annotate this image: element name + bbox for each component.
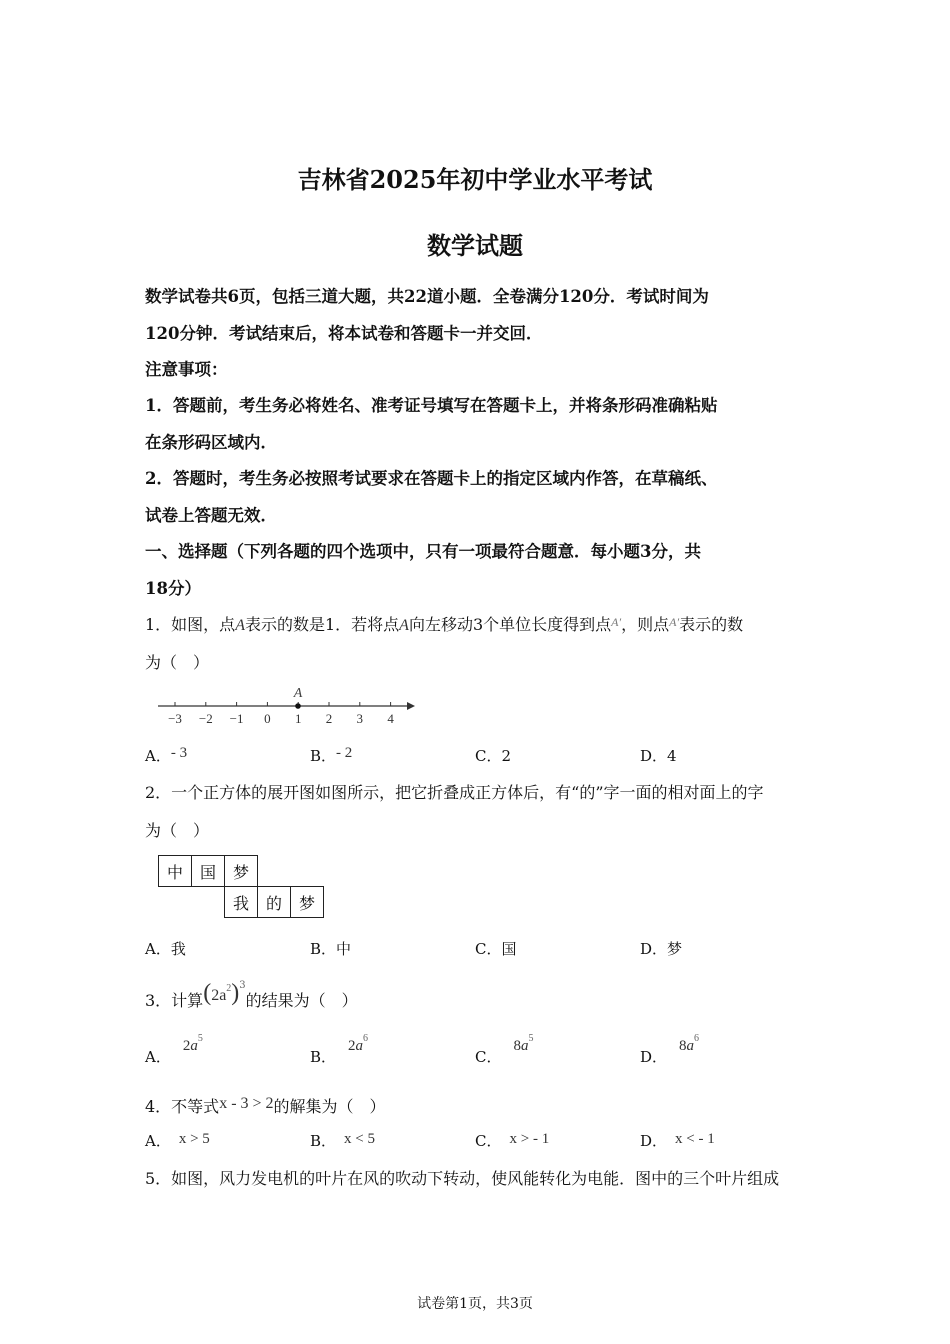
coef: 2 bbox=[182, 1038, 191, 1054]
q1-text-part: 1．如图，点 bbox=[145, 615, 236, 634]
notice-item-2a: 2．答题时，考生务必按照考试要求在答题卡上的指定区域内作答，在草稿纸、 bbox=[145, 469, 718, 488]
q3-option-a[interactable] bbox=[145, 1033, 203, 1067]
q1-text-part: ，则点 bbox=[621, 615, 670, 634]
q3-suffix: 的结果为（ ） bbox=[245, 991, 358, 1010]
option-label: C． bbox=[475, 1132, 502, 1150]
option-label: A． bbox=[145, 1048, 171, 1066]
number-line-arrow bbox=[407, 702, 415, 710]
q3-paren-close: ) bbox=[231, 980, 240, 1006]
net-cell: 国 bbox=[192, 856, 225, 887]
option-value: 梦 bbox=[667, 940, 683, 958]
point-a-dot bbox=[295, 703, 301, 709]
option-label: B． bbox=[310, 747, 337, 765]
section1-heading-b: 18分） bbox=[145, 579, 201, 598]
number-line-tick-label: 1 bbox=[294, 711, 302, 726]
point-a-label: A bbox=[293, 686, 303, 701]
option-label: C． bbox=[475, 940, 502, 958]
exam-title: 吉林省2025年初中学业水平考试 bbox=[297, 165, 653, 194]
q4-option-a[interactable] bbox=[145, 1130, 210, 1151]
q3-inner-exponent: 2 bbox=[226, 983, 232, 994]
exam-subtitle: 数学试题 bbox=[427, 231, 523, 260]
q5-text-line-1: 5．如图，风力发电机的叶片在风的吹动下转动，使风能转化为电能．图中的三个叶片组成 bbox=[145, 1169, 780, 1188]
option-value: 国 bbox=[501, 940, 517, 958]
q1-var-a-prime: A′ bbox=[611, 615, 622, 629]
net-cell: 梦 bbox=[291, 887, 324, 918]
number-line-tick-label: −3 bbox=[168, 711, 182, 726]
intro-line-1: 数学试卷共6页，包括三道大题，共22道小题．全卷满分120分．考试时间为 bbox=[145, 287, 709, 306]
q2-text-line-2: 为（ ） bbox=[145, 821, 210, 840]
q1-text-part: 表示的数 bbox=[679, 615, 744, 634]
var: a bbox=[355, 1038, 364, 1054]
var: a bbox=[520, 1038, 529, 1054]
q2-option-a[interactable] bbox=[145, 938, 186, 959]
option-label: D． bbox=[640, 940, 668, 958]
option-label: C． bbox=[475, 1048, 502, 1066]
number-line-tick-label: −1 bbox=[229, 711, 244, 726]
net-empty-cell bbox=[192, 887, 225, 918]
notice-item-1a: 1．答题前，考生务必将姓名、准考证号填写在答题卡上，并将条形码准确粘贴 bbox=[145, 396, 718, 415]
net-empty-cell bbox=[258, 856, 291, 887]
var: a bbox=[190, 1038, 198, 1054]
number-line-tick-label: 4 bbox=[387, 711, 394, 726]
coef: 8 bbox=[513, 1038, 521, 1054]
q4-option-b[interactable] bbox=[310, 1130, 375, 1151]
q1-option-b[interactable] bbox=[310, 745, 352, 766]
option-label: B． bbox=[310, 1048, 337, 1066]
q1-var-a: A bbox=[235, 617, 245, 634]
option-label: D． bbox=[640, 1132, 668, 1150]
q3-option-d[interactable] bbox=[640, 1033, 700, 1067]
option-label: C． bbox=[475, 747, 502, 765]
page-footer: 试卷第1页，共3页 bbox=[417, 1296, 533, 1312]
q4-prefix: 4．不等式 bbox=[145, 1097, 220, 1116]
q1-number-line bbox=[155, 680, 420, 730]
q3-outer-exponent: 3 bbox=[239, 980, 246, 991]
net-cell: 的 bbox=[258, 887, 291, 918]
q1-text bbox=[145, 612, 810, 635]
q3-paren-open: ( bbox=[203, 980, 212, 1006]
number-line-tick-label: 2 bbox=[325, 711, 333, 726]
coef: 2 bbox=[348, 1038, 356, 1054]
net-cell: 中 bbox=[159, 856, 192, 887]
notice-item-1b: 在条形码区域内． bbox=[145, 433, 277, 452]
q2-cube-net bbox=[158, 855, 324, 918]
q2-option-d[interactable] bbox=[640, 938, 682, 959]
q4-inequality: x - 3 > 2 bbox=[219, 1095, 274, 1112]
q3-expr-base: 2a bbox=[211, 987, 227, 1004]
q4-option-d[interactable] bbox=[640, 1130, 715, 1151]
q4-suffix: 的解集为（ ） bbox=[273, 1097, 386, 1116]
option-label: A． bbox=[145, 747, 171, 765]
q3-text bbox=[145, 980, 810, 1013]
var: a bbox=[686, 1038, 695, 1054]
notice-heading: 注意事项： bbox=[145, 360, 228, 379]
q1-text-line-2: 为（ ） bbox=[145, 653, 210, 672]
q1-text-part: 表示的数是1．若将点 bbox=[244, 615, 400, 634]
option-value: x < - 1 bbox=[675, 1131, 715, 1147]
option-label: B． bbox=[310, 940, 337, 958]
coef: 8 bbox=[679, 1038, 687, 1054]
net-empty-cell bbox=[159, 887, 192, 918]
option-label: A． bbox=[145, 1132, 171, 1150]
q3-expr bbox=[211, 983, 232, 1004]
q3-prefix: 3．计算 bbox=[145, 991, 204, 1010]
q1-text-part: 向左移动3个单位长度得到点 bbox=[408, 615, 612, 634]
option-value: 2 bbox=[501, 747, 512, 765]
exp: 6 bbox=[363, 1033, 369, 1044]
option-value: 中 bbox=[336, 940, 352, 958]
q3-option-b[interactable] bbox=[310, 1033, 369, 1067]
q2-option-b[interactable] bbox=[310, 938, 351, 959]
option-value: x < 5 bbox=[344, 1131, 375, 1147]
q2-option-c[interactable] bbox=[475, 938, 517, 959]
number-line-tick-label: −2 bbox=[198, 711, 213, 726]
option-label: A． bbox=[145, 940, 171, 958]
exp: 6 bbox=[694, 1033, 700, 1044]
option-label: D． bbox=[640, 1048, 668, 1066]
net-cell: 梦 bbox=[225, 856, 258, 887]
option-value bbox=[182, 1033, 203, 1054]
q2-text-line-1: 2．一个正方体的展开图如图所示，把它折叠成正方体后，有“的”字一面的相对面上的字 bbox=[145, 783, 764, 802]
q1-var-a-prime: A′ bbox=[669, 615, 680, 629]
option-value bbox=[348, 1033, 369, 1054]
q4-text bbox=[145, 1094, 810, 1117]
option-value bbox=[679, 1033, 700, 1054]
notice-item-2b: 试卷上答题无效． bbox=[145, 506, 277, 525]
net-cell: 我 bbox=[225, 887, 258, 918]
q3-option-c[interactable] bbox=[475, 1033, 534, 1067]
option-value: - 2 bbox=[336, 745, 353, 761]
q1-option-a[interactable] bbox=[145, 745, 187, 766]
q4-option-c[interactable] bbox=[475, 1130, 549, 1151]
intro-line-2: 120分钟．考试结束后，将本试卷和答题卡一并交回． bbox=[145, 324, 543, 343]
number-line-tick-label: 0 bbox=[264, 711, 271, 726]
net-empty-cell bbox=[291, 856, 324, 887]
option-value: x > 5 bbox=[178, 1131, 210, 1147]
number-line-tick-label: 3 bbox=[356, 711, 364, 726]
q1-option-d[interactable] bbox=[640, 745, 677, 766]
option-value bbox=[513, 1033, 534, 1054]
exp: 5 bbox=[197, 1033, 203, 1044]
option-label: B． bbox=[310, 1132, 337, 1150]
option-value: 我 bbox=[170, 940, 186, 958]
q1-var-a: A bbox=[399, 617, 409, 634]
q1-option-c[interactable] bbox=[475, 745, 511, 766]
option-value: 4 bbox=[667, 747, 677, 765]
section1-heading-a: 一、选择题（下列各题的四个选项中，只有一项最符合题意．每小题3分，共 bbox=[145, 542, 701, 561]
option-value: - 3 bbox=[170, 745, 188, 761]
option-value: x > - 1 bbox=[509, 1131, 550, 1147]
exp: 5 bbox=[528, 1033, 534, 1044]
option-label: D． bbox=[640, 747, 668, 765]
